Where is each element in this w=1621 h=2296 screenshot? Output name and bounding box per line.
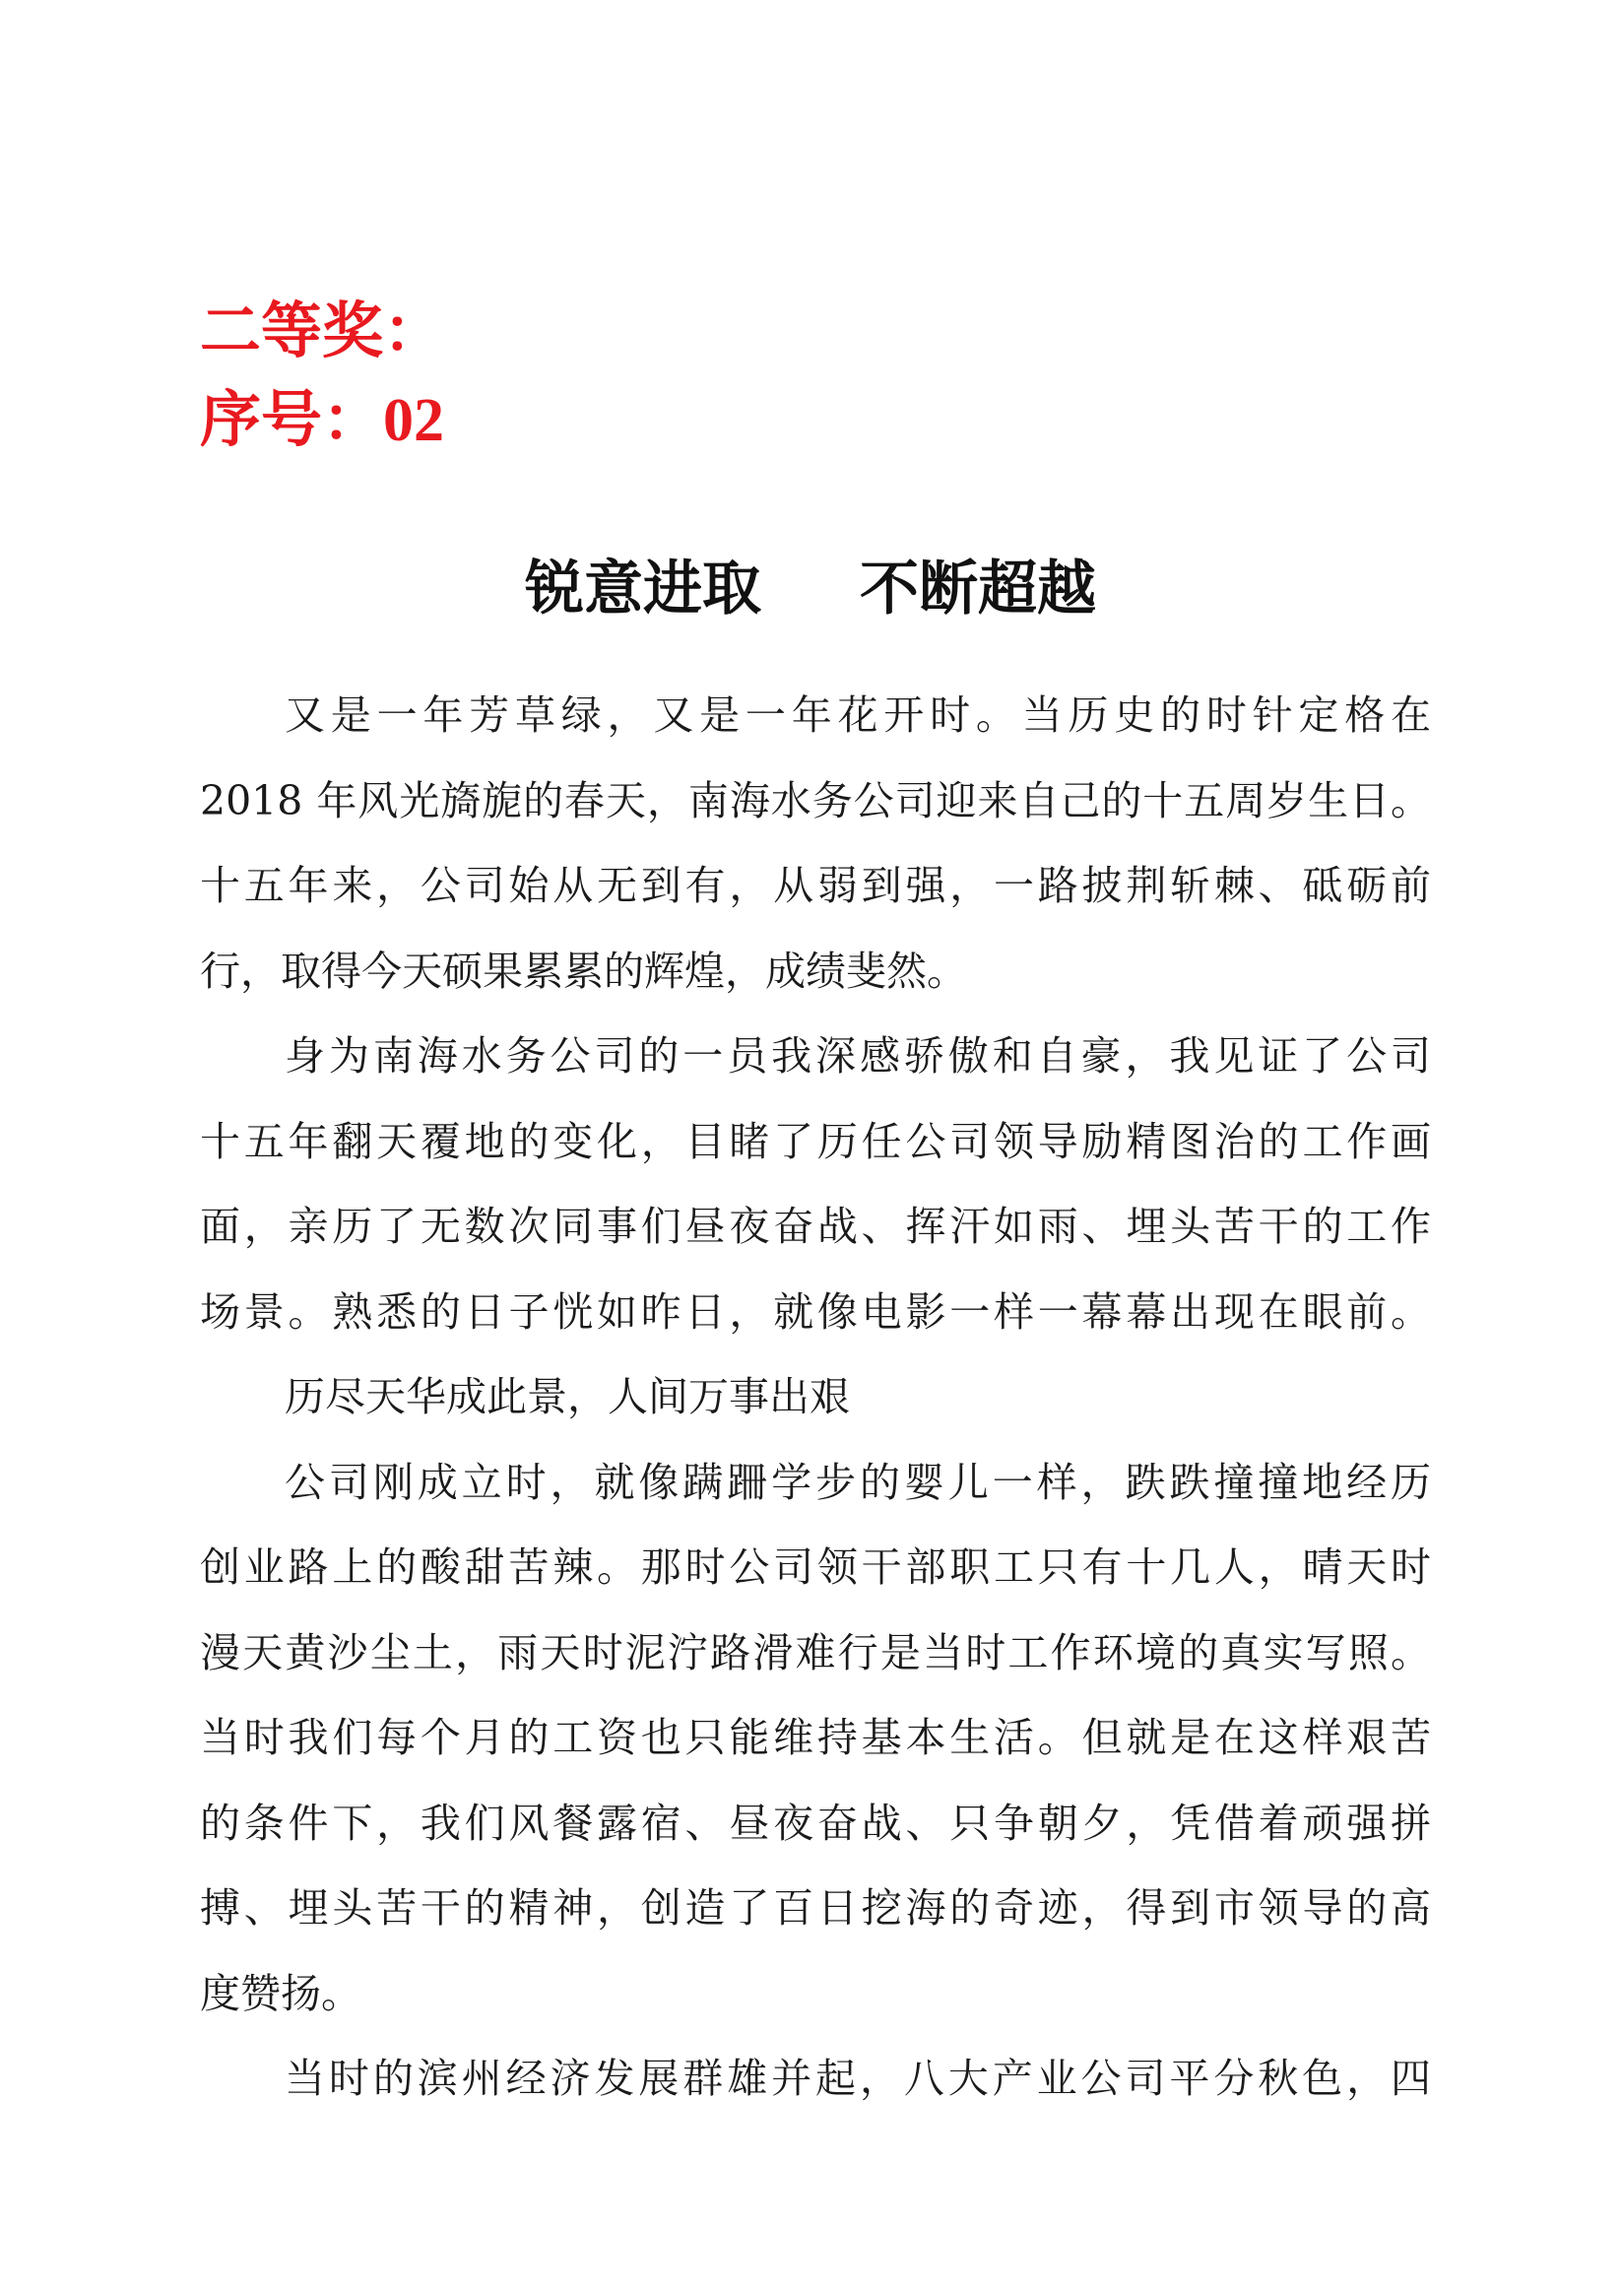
body-line: 又是一年芳草绿，又是一年花开时。当历史的时针定格在	[285, 691, 1431, 739]
title-part-2: 不断超越	[860, 557, 1096, 622]
body-line: 面，亲历了无数次同事们昼夜奋战、挥汗如雨、埋头苦干的工作	[200, 1203, 1431, 1250]
body-line: 当时的滨州经济发展群雄并起，八大产业公司平分秋色，四	[285, 2055, 1431, 2102]
body-line: 当时我们每个月的工资也只能维持基本生活。但就是在这样艰苦	[200, 1714, 1431, 1761]
body-line: 度赞扬。	[200, 1969, 361, 2017]
body-line: 漫天黄沙尘土，雨天时泥泞路滑难行是当时工作环境的真实写照。	[200, 1628, 1431, 1676]
serial-number-heading: 序号：02	[200, 387, 445, 454]
article-body	[200, 673, 1431, 2122]
article-title	[0, 547, 1621, 631]
body-line: 创业路上的酸甜苦辣。那时公司领干部职工只有十几人，晴天时	[200, 1543, 1431, 1591]
body-line: 历尽天华成此景，人间万事出艰	[285, 1373, 850, 1420]
body-line: 十五年来，公司始从无到有，从弱到强，一路披荆斩棘、砥砺前	[200, 862, 1431, 909]
body-line: 2018 年风光旖旎的春天，南海水务公司迎来自己的十五周岁生日。	[200, 776, 1431, 824]
body-line: 行，取得今天硕果累累的辉煌，成绩斐然。	[200, 947, 967, 995]
title-part-1: 锐意进取	[525, 557, 761, 622]
body-line: 十五年翻天覆地的变化，目睹了历任公司领导励精图治的工作画	[200, 1117, 1431, 1165]
body-line: 的条件下，我们风餐露宿、昼夜奋战、只争朝夕，凭借着顽强拼	[200, 1799, 1431, 1847]
body-line: 场景。熟悉的日子恍如昨日，就像电影一样一幕幕出现在眼前。	[200, 1287, 1431, 1336]
body-line: 搏、埋头苦干的精神，创造了百日挖海的奇迹，得到市领导的高	[200, 1884, 1431, 1932]
award-level-heading: 二等奖：	[200, 298, 445, 365]
body-line: 公司刚成立时，就像蹒跚学步的婴儿一样，跌跌撞撞地经历	[285, 1458, 1431, 1506]
body-line: 身为南海水务公司的一员我深感骄傲和自豪，我见证了公司	[285, 1032, 1431, 1080]
